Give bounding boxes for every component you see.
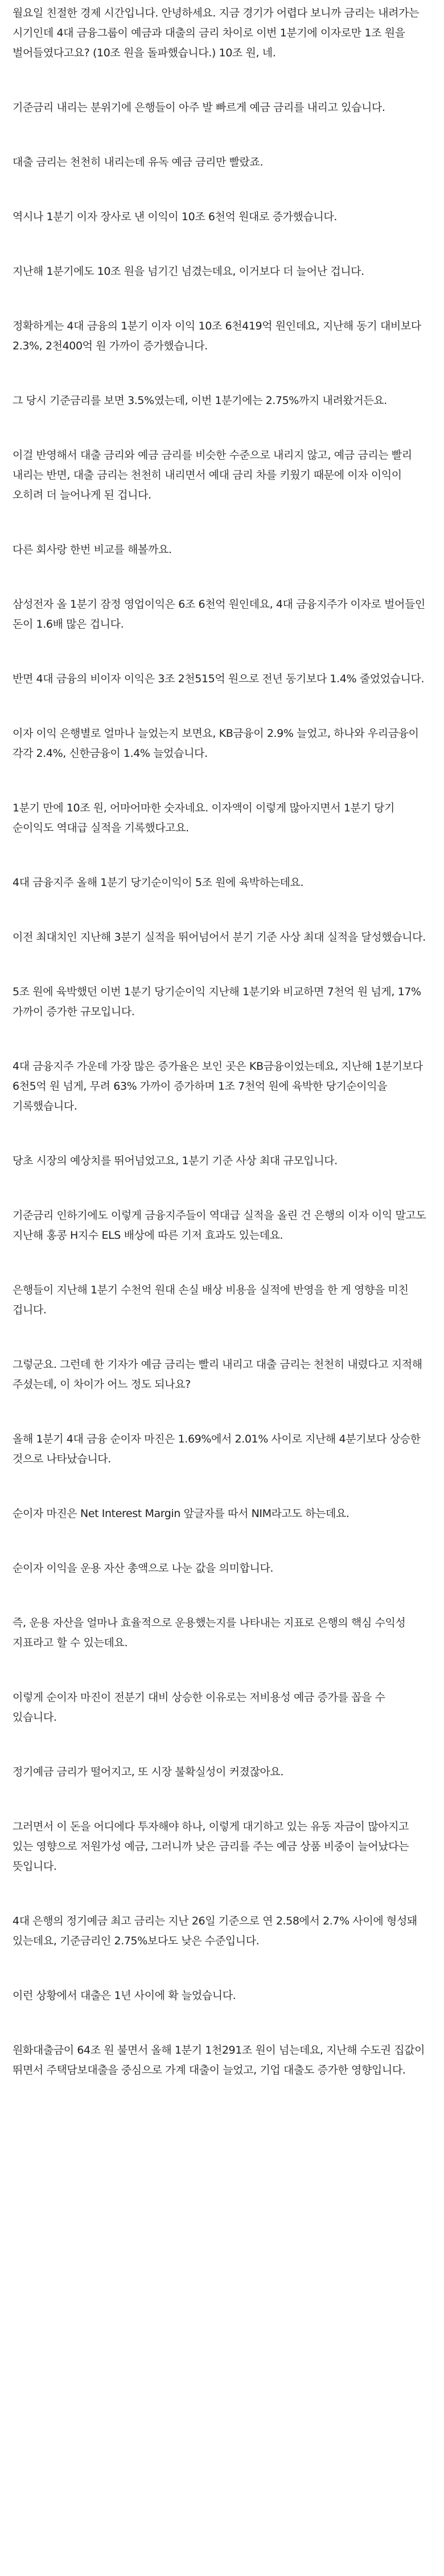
article-paragraph-9: 다른 회사랑 한번 비교를 해볼까요. [13,543,172,556]
article-paragraph-6: 정확하게는 4대 금융의 1분기 이자 이익 10조 6천419억 원인데요, 지난해 동기 대비보다 2.3%, 2천400억 원 가까이 증가했습니다. [13,320,421,352]
article-paragraph-24: 순이자 이익을 운용 자산 총액으로 나눈 값을 의미합니다. [13,1562,274,1575]
article-paragraph-12: 이자 이익 은행별로 얼마나 늘었는지 보면요, KB금융이 2.9% 늘었고, 하나와 우리금융이 각각 2.4%, 신한금융이 1.4% 늘었습니다. [13,727,419,760]
article-paragraph-1: 월요일 친절한 경제 시간입니다. 안녕하세요. 지금 경기가 어렵다 보니까 금리는 내려가는 시기인데 4대 금융그룹이 예금과 대출의 금리 차이로 이번 1분기에 이자로만 1조 원을 벌어들였다고요? (10조 원을 돌파했습니다.) 10조 원, 네. [13,7,420,59]
article-paragraph-20: 은행들이 지난해 1분기 수천억 원대 손실 배상 비용을 실적에 반영을 한 게 영향을 미친 겁니다. [13,1284,409,1316]
article-paragraph-31: 원화대출금이 64조 원 불면서 올해 1분기 1천291조 원이 넘는데요, 지난해 수도권 집값이 뛰면서 주택담보대출을 중심으로 가계 대출이 늘었고, 기업 대출도 증가한 영향입니다. [13,2044,425,2076]
article-paragraph-3: 대출 금리는 천천히 내리는데 유독 예금 금리만 빨랐죠. [13,156,264,168]
article-paragraph-2: 기준금리 내리는 분위기에 은행들이 아주 발 빠르게 예금 금리를 내리고 있습니다. [13,101,385,114]
article-paragraph-17: 4대 금융지주 가운데 가장 많은 증가율은 보인 곳은 KB금융이었는데요, 지난해 1분기보다 6천5억 원 넘게, 무려 63% 가까이 증가하며 1조 7천억 원에 육박한 당기순이익을 기록했습니다. [13,1060,423,1112]
article-paragraph-19: 기준금리 인하기에도 이렇게 금융지주들이 역대급 실적을 올린 건 은행의 이자 이익 말고도 지난해 홍콩 H지수 ELS 배상에 따른 기저 효과도 있는데요. [13,1209,426,1242]
article-paragraph-16: 5조 원에 육박했던 이번 1분기 당기순이익 지난해 1분기와 비교하면 7천억 원 넘게, 17% 가까이 증가한 규모입니다. [13,986,421,1018]
article-paragraph-18: 당초 시장의 예상치를 뛰어넘었고요, 1분기 기준 사상 최대 규모입니다. [13,1155,338,1167]
article-paragraph-15: 이전 최대치인 지난해 3분기 실적을 뛰어넘어서 분기 기준 사상 최대 실적을 달성했습니다. [13,931,426,943]
article-paragraph-26: 이렇게 순이자 마진이 전분기 대비 상승한 이유로는 저비용성 예금 증가를 꼽을 수 있습니다. [13,1691,385,1724]
article-paragraph-29: 4대 은행의 정기예금 최고 금리는 지난 26일 기준으로 연 2.58에서 2.7% 사이에 형성돼 있는데요, 기준금리인 2.75%보다도 낮은 수준입니다. [13,1915,417,1947]
article-paragraph-27: 정기예금 금리가 떨어지고, 또 시장 불확실성이 커졌잖아요. [13,1766,284,1778]
article-paragraph-25: 즉, 운용 자산을 얼마나 효율적으로 운용했는지를 나타내는 지표로 은행의 핵심 수익성 지표라고 할 수 있는데요. [13,1617,406,1649]
article-paragraph-5: 지난해 1분기에도 10조 원을 넘기긴 넘겼는데요, 이거보다 더 늘어난 겁니다. [13,265,364,278]
article-paragraph-4: 역시나 1분기 이자 장사로 낸 이익이 10조 6천억 원대로 증가했습니다. [13,211,337,223]
article-paragraph-30: 이런 상황에서 대출은 1년 사이에 확 늘었습니다. [13,1989,236,2002]
article-paragraph-13: 1분기 만에 10조 원, 어마어마한 숫자네요. 이자액이 이렇게 많아지면서 1분기 당기 순이익도 역대급 실적을 기록했다고요. [13,802,395,834]
article-paragraph-8: 이걸 반영해서 대출 금리와 예금 금리를 비슷한 수준으로 내리지 않고, 예금 금리는 빨리 내리는 반면, 대출 금리는 천천히 내리면서 예대 금리 차를 키웠기 때문에 이자 이익이 오히려 더 늘어나게 된 겁니다. [13,449,412,501]
article-paragraph-23: 순이자 마진은 Net Interest Margin 앞글자를 따서 NIM라고도 하는데요. [13,1507,350,1520]
article-paragraph-14: 4대 금융지주 올해 1분기 당기순이익이 5조 원에 육박하는데요. [13,876,304,889]
article-paragraph-21: 그렇군요. 그런데 한 기자가 예금 금리는 빨리 내리고 대출 금리는 천천히 내렸다고 지적해 주셨는데, 이 차이가 어느 정도 되나요? [13,1358,422,1391]
article-paragraph-11: 반면 4대 금융의 비이자 이익은 3조 2천515억 원으로 전년 동기보다 1.4% 줄었었습니다. [13,673,425,685]
article-paragraph-10: 삼성전자 올 1분기 잠정 영업이익은 6조 6천억 원인데요, 4대 금융지주가 이자로 벌어들인 돈이 1.6배 많은 겁니다. [13,598,425,630]
article-paragraph-22: 올해 1분기 4대 금융 순이자 마진은 1.69%에서 2.01% 사이로 지난해 4분기보다 상승한 것으로 나타났습니다. [13,1433,421,1465]
article-paragraph-28: 그러면서 이 돈을 어디에다 투자해야 하나, 이렇게 대기하고 있는 유동 자금이 많아지고 있는 영향으로 저원가성 예금, 그러니까 낮은 금리를 주는 예금 상품 비중이 늘어났다는 뜻입니다. [13,1820,409,1873]
article-paragraph-7: 그 당시 기준금리를 보면 3.5%였는데, 이번 1분기에는 2.75%까지 내려왔거든요. [13,394,387,407]
